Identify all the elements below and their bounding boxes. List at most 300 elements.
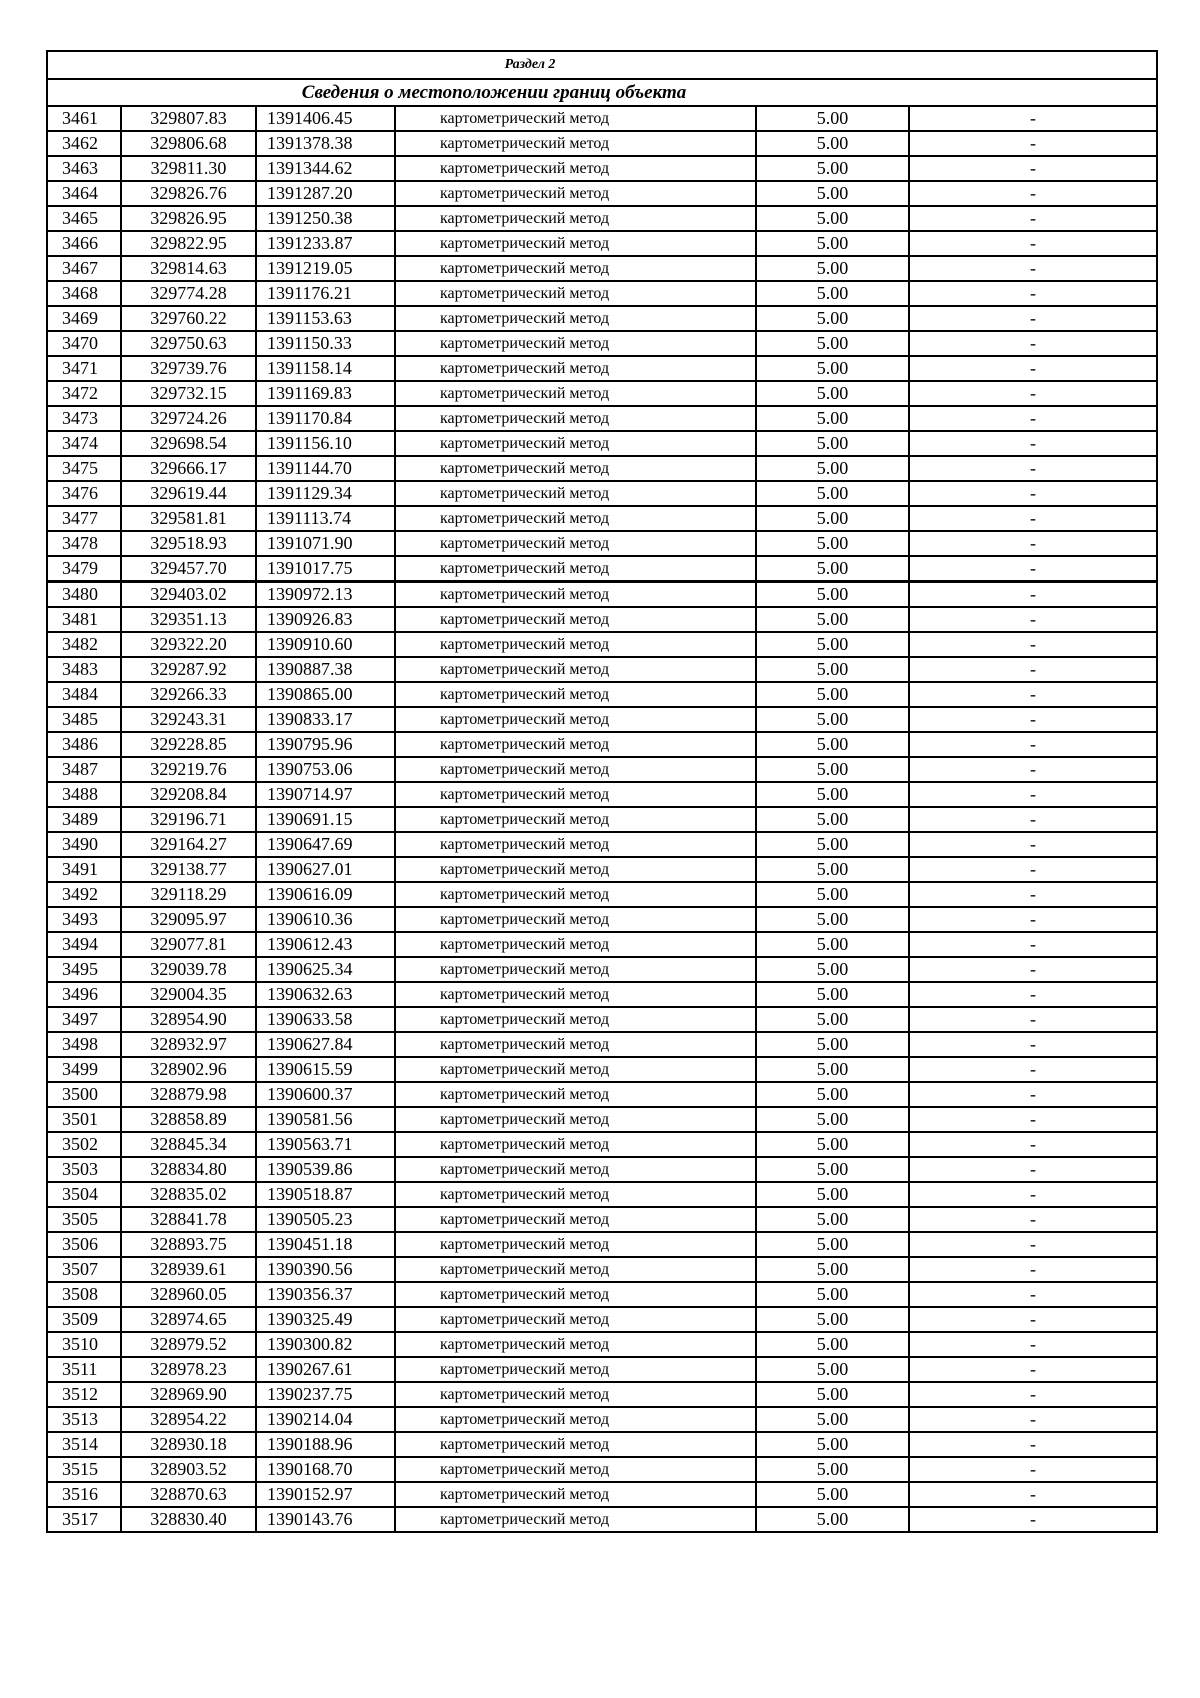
note-cell: - [909,1407,1157,1432]
table-row [47,757,1157,782]
point-number-cell: 3514 [47,1432,121,1457]
x-coordinate-cell: 329287.92 [121,657,256,682]
note-cell: - [909,481,1157,506]
note-cell: - [909,1107,1157,1132]
note-cell: - [909,306,1157,331]
y-coordinate-cell: 1391233.87 [256,231,395,256]
method-cell: картометрический метод [395,331,756,356]
x-coordinate-cell: 328879.98 [121,1082,256,1107]
y-coordinate-cell: 1391113.74 [256,506,395,531]
point-number-cell: 3482 [47,632,121,657]
method-cell: картометрический метод [395,156,756,181]
table-row [47,1207,1157,1232]
x-coordinate-cell: 328893.75 [121,1232,256,1257]
table-row [47,431,1157,456]
note-cell: - [909,1057,1157,1082]
accuracy-cell: 5.00 [756,231,909,256]
y-coordinate-cell: 1390267.61 [256,1357,395,1382]
accuracy-cell: 5.00 [756,1357,909,1382]
x-coordinate-cell: 329619.44 [121,481,256,506]
note-cell: - [909,657,1157,682]
note-cell: - [909,1232,1157,1257]
x-coordinate-cell: 329322.20 [121,632,256,657]
accuracy-cell: 5.00 [756,582,909,608]
note-cell: - [909,1257,1157,1282]
point-number-cell: 3515 [47,1457,121,1482]
x-coordinate-cell: 329698.54 [121,431,256,456]
method-cell: картометрический метод [395,782,756,807]
note-cell: - [909,832,1157,857]
accuracy-cell: 5.00 [756,356,909,381]
x-coordinate-cell: 328954.22 [121,1407,256,1432]
method-cell: картометрический метод [395,406,756,431]
note-cell: - [909,256,1157,281]
method-cell: картометрический метод [395,682,756,707]
x-coordinate-cell: 329774.28 [121,281,256,306]
note-cell: - [909,1307,1157,1332]
method-cell: картометрический метод [395,732,756,757]
note-cell: - [909,131,1157,156]
x-coordinate-cell: 329826.76 [121,181,256,206]
y-coordinate-cell: 1390581.56 [256,1107,395,1132]
accuracy-cell: 5.00 [756,381,909,406]
method-cell: картометрический метод [395,256,756,281]
method-cell: картометрический метод [395,556,756,582]
accuracy-cell: 5.00 [756,256,909,281]
method-cell: картометрический метод [395,1382,756,1407]
method-cell: картометрический метод [395,1157,756,1182]
x-coordinate-cell: 329243.31 [121,707,256,732]
y-coordinate-cell: 1391169.83 [256,381,395,406]
method-cell: картометрический метод [395,506,756,531]
point-number-cell: 3512 [47,1382,121,1407]
accuracy-cell: 5.00 [756,1257,909,1282]
y-coordinate-cell: 1390152.97 [256,1482,395,1507]
method-cell: картометрический метод [395,907,756,932]
table-row [47,456,1157,481]
point-number-cell: 3501 [47,1107,121,1132]
y-coordinate-cell: 1390505.23 [256,1207,395,1232]
y-coordinate-cell: 1390910.60 [256,632,395,657]
y-coordinate-cell: 1390691.15 [256,807,395,832]
method-cell: картометрический метод [395,882,756,907]
accuracy-cell: 5.00 [756,682,909,707]
x-coordinate-cell: 329666.17 [121,456,256,481]
note-cell: - [909,582,1157,608]
point-number-cell: 3479 [47,556,121,582]
accuracy-cell: 5.00 [756,732,909,757]
accuracy-cell: 5.00 [756,1032,909,1057]
note-cell: - [909,807,1157,832]
note-cell: - [909,406,1157,431]
x-coordinate-cell: 329351.13 [121,607,256,632]
point-number-cell: 3506 [47,1232,121,1257]
table-row [47,506,1157,531]
table-row [47,982,1157,1007]
note-cell: - [909,607,1157,632]
accuracy-cell: 5.00 [756,1082,909,1107]
x-coordinate-cell: 329814.63 [121,256,256,281]
method-cell: картометрический метод [395,356,756,381]
accuracy-cell: 5.00 [756,807,909,832]
accuracy-cell: 5.00 [756,1132,909,1157]
x-coordinate-cell: 329164.27 [121,832,256,857]
accuracy-cell: 5.00 [756,1382,909,1407]
point-number-cell: 3475 [47,456,121,481]
accuracy-cell: 5.00 [756,331,909,356]
note-cell: - [909,707,1157,732]
method-cell: картометрический метод [395,832,756,857]
method-cell: картометрический метод [395,281,756,306]
x-coordinate-cell: 328979.52 [121,1332,256,1357]
section-header-row [47,51,1157,79]
point-number-cell: 3508 [47,1282,121,1307]
x-coordinate-cell: 329266.33 [121,682,256,707]
accuracy-cell: 5.00 [756,306,909,331]
table-title-cell [47,79,1157,106]
note-cell: - [909,1082,1157,1107]
method-cell: картометрический метод [395,1082,756,1107]
y-coordinate-cell: 1390214.04 [256,1407,395,1432]
table-row [47,1032,1157,1057]
table-row [47,106,1157,131]
method-cell: картометрический метод [395,1482,756,1507]
note-cell: - [909,1482,1157,1507]
note-cell: - [909,281,1157,306]
note-cell: - [909,757,1157,782]
y-coordinate-cell: 1391170.84 [256,406,395,431]
table-row [47,1107,1157,1132]
y-coordinate-cell: 1390615.59 [256,1057,395,1082]
x-coordinate-cell: 329077.81 [121,932,256,957]
method-cell: картометрический метод [395,957,756,982]
accuracy-cell: 5.00 [756,1432,909,1457]
table-row [47,957,1157,982]
note-cell: - [909,531,1157,556]
accuracy-cell: 5.00 [756,957,909,982]
accuracy-cell: 5.00 [756,1507,909,1532]
note-cell: - [909,1507,1157,1532]
method-cell: картометрический метод [395,807,756,832]
note-cell: - [909,381,1157,406]
table-row [47,281,1157,306]
point-number-cell: 3491 [47,857,121,882]
table-row [47,607,1157,632]
table-row [47,1157,1157,1182]
accuracy-cell: 5.00 [756,782,909,807]
note-cell: - [909,181,1157,206]
x-coordinate-cell: 328845.34 [121,1132,256,1157]
note-cell: - [909,506,1157,531]
accuracy-cell: 5.00 [756,1207,909,1232]
x-coordinate-cell: 328858.89 [121,1107,256,1132]
point-number-cell: 3480 [47,582,121,608]
point-number-cell: 3509 [47,1307,121,1332]
point-number-cell: 3507 [47,1257,121,1282]
accuracy-cell: 5.00 [756,932,909,957]
table-row [47,807,1157,832]
table-row [47,857,1157,882]
y-coordinate-cell: 1390926.83 [256,607,395,632]
point-number-cell: 3502 [47,1132,121,1157]
y-coordinate-cell: 1390714.97 [256,782,395,807]
note-cell: - [909,1007,1157,1032]
x-coordinate-cell: 329807.83 [121,106,256,131]
y-coordinate-cell: 1390325.49 [256,1307,395,1332]
table-row [47,481,1157,506]
table-row [47,156,1157,181]
method-cell: картометрический метод [395,1282,756,1307]
table-row [47,1182,1157,1207]
x-coordinate-cell: 328841.78 [121,1207,256,1232]
table-row [47,1507,1157,1532]
table-row [47,1332,1157,1357]
y-coordinate-cell: 1391219.05 [256,256,395,281]
method-cell: картометрический метод [395,932,756,957]
x-coordinate-cell: 328954.90 [121,1007,256,1032]
x-coordinate-cell: 328930.18 [121,1432,256,1457]
method-cell: картометрический метод [395,1432,756,1457]
point-number-cell: 3516 [47,1482,121,1507]
point-number-cell: 3461 [47,106,121,131]
point-number-cell: 3464 [47,181,121,206]
y-coordinate-cell: 1390237.75 [256,1382,395,1407]
y-coordinate-cell: 1391287.20 [256,181,395,206]
y-coordinate-cell: 1391129.34 [256,481,395,506]
y-coordinate-cell: 1390300.82 [256,1332,395,1357]
accuracy-cell: 5.00 [756,882,909,907]
table-row [47,256,1157,281]
point-number-cell: 3486 [47,732,121,757]
point-number-cell: 3494 [47,932,121,957]
note-cell: - [909,1382,1157,1407]
accuracy-cell: 5.00 [756,707,909,732]
y-coordinate-cell: 1390627.01 [256,857,395,882]
point-number-cell: 3477 [47,506,121,531]
x-coordinate-cell: 329750.63 [121,331,256,356]
accuracy-cell: 5.00 [756,431,909,456]
table-row [47,1457,1157,1482]
note-cell: - [909,431,1157,456]
note-cell: - [909,1207,1157,1232]
table-row [47,531,1157,556]
point-number-cell: 3470 [47,331,121,356]
table-row [47,632,1157,657]
point-number-cell: 3481 [47,607,121,632]
table-row [47,356,1157,381]
accuracy-cell: 5.00 [756,632,909,657]
section-title-cell [47,51,1157,79]
point-number-cell: 3487 [47,757,121,782]
x-coordinate-cell: 328870.63 [121,1482,256,1507]
table-row [47,1407,1157,1432]
table-row [47,1307,1157,1332]
accuracy-cell: 5.00 [756,832,909,857]
point-number-cell: 3517 [47,1507,121,1532]
table-row [47,1257,1157,1282]
point-number-cell: 3500 [47,1082,121,1107]
y-coordinate-cell: 1391156.10 [256,431,395,456]
method-cell: картометрический метод [395,1407,756,1432]
accuracy-cell: 5.00 [756,506,909,531]
accuracy-cell: 5.00 [756,481,909,506]
x-coordinate-cell: 329228.85 [121,732,256,757]
note-cell: - [909,1432,1157,1457]
table-row [47,331,1157,356]
accuracy-cell: 5.00 [756,907,909,932]
y-coordinate-cell: 1390539.86 [256,1157,395,1182]
x-coordinate-cell: 329732.15 [121,381,256,406]
method-cell: картометрический метод [395,181,756,206]
y-coordinate-cell: 1391176.21 [256,281,395,306]
point-number-cell: 3485 [47,707,121,732]
section-title: Раздел 2 [504,57,556,72]
note-cell: - [909,206,1157,231]
x-coordinate-cell: 329004.35 [121,982,256,1007]
y-coordinate-cell: 1391144.70 [256,456,395,481]
point-number-cell: 3495 [47,957,121,982]
point-number-cell: 3462 [47,131,121,156]
table-row [47,932,1157,957]
x-coordinate-cell: 329518.93 [121,531,256,556]
y-coordinate-cell: 1390753.06 [256,757,395,782]
method-cell: картометрический метод [395,1457,756,1482]
table-row [47,707,1157,732]
x-coordinate-cell: 329457.70 [121,556,256,582]
x-coordinate-cell: 328830.40 [121,1507,256,1532]
method-cell: картометрический метод [395,131,756,156]
accuracy-cell: 5.00 [756,1307,909,1332]
accuracy-cell: 5.00 [756,531,909,556]
note-cell: - [909,957,1157,982]
x-coordinate-cell: 328969.90 [121,1382,256,1407]
accuracy-cell: 5.00 [756,657,909,682]
y-coordinate-cell: 1390518.87 [256,1182,395,1207]
accuracy-cell: 5.00 [756,181,909,206]
x-coordinate-cell: 329806.68 [121,131,256,156]
method-cell: картометрический метод [395,582,756,608]
table-row [47,556,1157,582]
accuracy-cell: 5.00 [756,1232,909,1257]
point-number-cell: 3476 [47,481,121,506]
table-row [47,1482,1157,1507]
method-cell: картометрический метод [395,431,756,456]
y-coordinate-cell: 1390143.76 [256,1507,395,1532]
x-coordinate-cell: 329822.95 [121,231,256,256]
note-cell: - [909,1157,1157,1182]
method-cell: картометрический метод [395,1332,756,1357]
accuracy-cell: 5.00 [756,131,909,156]
x-coordinate-cell: 328974.65 [121,1307,256,1332]
point-number-cell: 3497 [47,1007,121,1032]
accuracy-cell: 5.00 [756,1107,909,1132]
method-cell: картометрический метод [395,1507,756,1532]
note-cell: - [909,456,1157,481]
table-row [47,907,1157,932]
x-coordinate-cell: 328978.23 [121,1357,256,1382]
y-coordinate-cell: 1391378.38 [256,131,395,156]
note-cell: - [909,556,1157,582]
method-cell: картометрический метод [395,206,756,231]
note-cell: - [909,1457,1157,1482]
x-coordinate-cell: 329208.84 [121,782,256,807]
y-coordinate-cell: 1390865.00 [256,682,395,707]
table-row [47,1357,1157,1382]
point-number-cell: 3473 [47,406,121,431]
x-coordinate-cell: 329739.76 [121,356,256,381]
note-cell: - [909,982,1157,1007]
x-coordinate-cell: 328835.02 [121,1182,256,1207]
table-row [47,181,1157,206]
method-cell: картометрический метод [395,757,756,782]
note-cell: - [909,231,1157,256]
method-cell: картометрический метод [395,1232,756,1257]
accuracy-cell: 5.00 [756,1332,909,1357]
point-number-cell: 3469 [47,306,121,331]
y-coordinate-cell: 1390625.34 [256,957,395,982]
note-cell: - [909,1282,1157,1307]
method-cell: картометрический метод [395,1107,756,1132]
note-cell: - [909,857,1157,882]
table-title: Сведения о местоположении границ объекта [301,82,687,103]
point-number-cell: 3496 [47,982,121,1007]
point-number-cell: 3498 [47,1032,121,1057]
y-coordinate-cell: 1391158.14 [256,356,395,381]
accuracy-cell: 5.00 [756,1282,909,1307]
point-number-cell: 3484 [47,682,121,707]
y-coordinate-cell: 1390188.96 [256,1432,395,1457]
x-coordinate-cell: 328939.61 [121,1257,256,1282]
note-cell: - [909,1182,1157,1207]
x-coordinate-cell: 329196.71 [121,807,256,832]
note-cell: - [909,782,1157,807]
point-number-cell: 3483 [47,657,121,682]
x-coordinate-cell: 329039.78 [121,957,256,982]
method-cell: картометрический метод [395,456,756,481]
y-coordinate-cell: 1391150.33 [256,331,395,356]
note-cell: - [909,932,1157,957]
x-coordinate-cell: 328902.96 [121,1057,256,1082]
y-coordinate-cell: 1390390.56 [256,1257,395,1282]
x-coordinate-cell: 329581.81 [121,506,256,531]
x-coordinate-cell: 329811.30 [121,156,256,181]
point-number-cell: 3463 [47,156,121,181]
method-cell: картометрический метод [395,1032,756,1057]
y-coordinate-cell: 1390833.17 [256,707,395,732]
table-row [47,1282,1157,1307]
accuracy-cell: 5.00 [756,106,909,131]
point-number-cell: 3465 [47,206,121,231]
point-number-cell: 3468 [47,281,121,306]
accuracy-cell: 5.00 [756,1007,909,1032]
note-cell: - [909,331,1157,356]
point-number-cell: 3492 [47,882,121,907]
y-coordinate-cell: 1391017.75 [256,556,395,582]
table-row [47,657,1157,682]
method-cell: картометрический метод [395,1307,756,1332]
x-coordinate-cell: 328960.05 [121,1282,256,1307]
point-number-cell: 3505 [47,1207,121,1232]
point-number-cell: 3490 [47,832,121,857]
accuracy-cell: 5.00 [756,1407,909,1432]
y-coordinate-cell: 1391250.38 [256,206,395,231]
method-cell: картометрический метод [395,1207,756,1232]
method-cell: картометрический метод [395,481,756,506]
note-cell: - [909,882,1157,907]
note-cell: - [909,1332,1157,1357]
method-cell: картометрический метод [395,632,756,657]
method-cell: картометрический метод [395,1257,756,1282]
